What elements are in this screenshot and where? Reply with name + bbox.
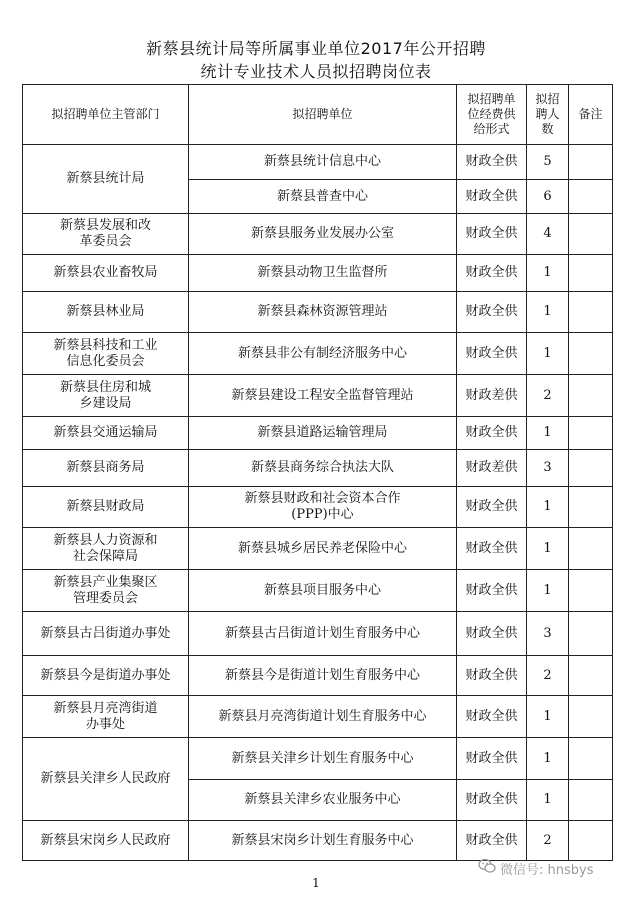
cell-count: 1 bbox=[527, 780, 569, 821]
cell-funding: 财政全供 bbox=[457, 696, 527, 738]
page-number: 1 bbox=[312, 876, 320, 890]
cell-funding: 财政全供 bbox=[457, 656, 527, 696]
cell-count: 1 bbox=[527, 696, 569, 738]
cell-count: 1 bbox=[527, 570, 569, 612]
cell-notes bbox=[569, 145, 613, 180]
table-row bbox=[23, 528, 613, 570]
cell-unit-line: (PPP)中心 bbox=[291, 507, 354, 522]
cell-funding: 财政全供 bbox=[457, 292, 527, 333]
cell-count: 1 bbox=[527, 487, 569, 528]
cell-unit: 新蔡县项目服务中心 bbox=[189, 570, 457, 612]
header-notes: 备注 bbox=[569, 85, 613, 145]
header-funding bbox=[457, 85, 527, 145]
cell-count: 1 bbox=[527, 417, 569, 450]
cell-funding: 财政差供 bbox=[457, 450, 527, 487]
cell-unit: 新蔡县非公有制经济服务中心 bbox=[189, 333, 457, 375]
cell-funding: 财政全供 bbox=[457, 821, 527, 861]
cell-dept bbox=[23, 696, 189, 738]
cell-dept: 新蔡县商务局 bbox=[23, 450, 189, 487]
cell-funding: 财政全供 bbox=[457, 487, 527, 528]
cell-notes bbox=[569, 333, 613, 375]
cell-funding: 财政全供 bbox=[457, 738, 527, 780]
cell-unit: 新蔡县统计信息中心 bbox=[189, 145, 457, 180]
cell-dept-line: 新蔡县科技和工业 bbox=[53, 337, 158, 353]
cell-dept-line: 新蔡县产业集聚区 bbox=[53, 574, 158, 590]
cell-notes bbox=[569, 738, 613, 780]
cell-dept-line: 新蔡县发展和改 bbox=[59, 218, 151, 233]
watermark-text: 微信号: hnsbys bbox=[500, 862, 594, 878]
cell-notes bbox=[569, 528, 613, 570]
cell-unit bbox=[189, 487, 457, 528]
cell-unit: 新蔡县宋岗乡计划生育服务中心 bbox=[189, 821, 457, 861]
table-header-row bbox=[23, 85, 613, 145]
cell-notes bbox=[569, 214, 613, 255]
cell-count: 3 bbox=[527, 450, 569, 487]
cell-count: 1 bbox=[527, 292, 569, 333]
cell-notes bbox=[569, 180, 613, 214]
cell-unit: 新蔡县建设工程安全监督管理站 bbox=[189, 375, 457, 417]
cell-dept-line: 乡建设局 bbox=[79, 395, 132, 411]
table-row bbox=[23, 656, 613, 696]
cell-funding: 财政全供 bbox=[457, 612, 527, 656]
cell-dept-line: 社会保障局 bbox=[72, 548, 138, 564]
cell-notes bbox=[569, 487, 613, 528]
cell-funding: 财政全供 bbox=[457, 180, 527, 214]
table-row bbox=[23, 738, 613, 780]
table-row bbox=[23, 821, 613, 861]
table-row bbox=[23, 612, 613, 656]
document-title-line-1: 新蔡县统计局等所属事业单位2017年公开招聘 bbox=[146, 39, 486, 58]
cell-funding: 财政全供 bbox=[457, 570, 527, 612]
cell-notes bbox=[569, 417, 613, 450]
cell-count: 1 bbox=[527, 738, 569, 780]
cell-notes bbox=[569, 450, 613, 487]
table-row bbox=[23, 145, 613, 180]
header-funding-line: 位经费供 bbox=[467, 107, 516, 121]
cell-dept: 新蔡县古吕街道办事处 bbox=[23, 612, 189, 656]
wechat-watermark bbox=[478, 858, 593, 878]
cell-dept bbox=[23, 375, 189, 417]
cell-unit: 新蔡县城乡居民养老保险中心 bbox=[189, 528, 457, 570]
document-title-line-2: 统计专业技术人员拟招聘岗位表 bbox=[200, 62, 432, 81]
table-row bbox=[23, 292, 613, 333]
cell-notes bbox=[569, 375, 613, 417]
cell-dept: 新蔡县关津乡人民政府 bbox=[23, 738, 189, 821]
cell-dept-line: 革委员会 bbox=[79, 234, 132, 249]
header-count-line: 拟招 bbox=[535, 92, 560, 106]
cell-unit: 新蔡县商务综合执法大队 bbox=[189, 450, 457, 487]
cell-dept-line: 管理委员会 bbox=[72, 590, 138, 606]
cell-count: 1 bbox=[527, 255, 569, 292]
cell-unit: 新蔡县普查中心 bbox=[189, 180, 457, 214]
header-funding-line: 给形式 bbox=[473, 122, 510, 136]
table-row bbox=[23, 570, 613, 612]
cell-funding: 财政全供 bbox=[457, 214, 527, 255]
table-row bbox=[23, 214, 613, 255]
cell-dept bbox=[23, 214, 189, 255]
cell-funding: 财政全供 bbox=[457, 528, 527, 570]
cell-dept-line: 信息化委员会 bbox=[66, 353, 145, 369]
cell-count: 2 bbox=[527, 656, 569, 696]
cell-notes bbox=[569, 656, 613, 696]
cell-unit: 新蔡县关津乡计划生育服务中心 bbox=[189, 738, 457, 780]
cell-dept bbox=[23, 333, 189, 375]
cell-unit: 新蔡县动物卫生监督所 bbox=[189, 255, 457, 292]
cell-count: 1 bbox=[527, 333, 569, 375]
table-row bbox=[23, 375, 613, 417]
cell-count: 2 bbox=[527, 375, 569, 417]
cell-notes bbox=[569, 570, 613, 612]
cell-dept: 新蔡县交通运输局 bbox=[23, 417, 189, 450]
cell-unit: 新蔡县古吕街道计划生育服务中心 bbox=[189, 612, 457, 656]
cell-unit: 新蔡县服务业发展办公室 bbox=[189, 214, 457, 255]
cell-dept-line: 新蔡县住房和城 bbox=[59, 379, 151, 395]
header-funding-line: 拟招聘单 bbox=[467, 92, 516, 106]
positions-table bbox=[22, 84, 613, 861]
cell-unit: 新蔡县月亮湾街道计划生育服务中心 bbox=[189, 696, 457, 738]
cell-dept: 新蔡县农业畜牧局 bbox=[23, 255, 189, 292]
wechat-icon bbox=[478, 858, 496, 878]
cell-dept: 新蔡县林业局 bbox=[23, 292, 189, 333]
cell-funding: 财政全供 bbox=[457, 333, 527, 375]
cell-count: 4 bbox=[527, 214, 569, 255]
cell-funding: 财政全供 bbox=[457, 145, 527, 180]
cell-funding: 财政全供 bbox=[457, 255, 527, 292]
cell-count: 5 bbox=[527, 145, 569, 180]
header-count bbox=[527, 85, 569, 145]
table-row bbox=[23, 450, 613, 487]
cell-dept-line: 办事处 bbox=[85, 716, 125, 732]
cell-dept: 新蔡县财政局 bbox=[23, 487, 189, 528]
cell-dept: 新蔡县今是街道办事处 bbox=[23, 656, 189, 696]
cell-dept bbox=[23, 570, 189, 612]
cell-unit: 新蔡县今是街道计划生育服务中心 bbox=[189, 656, 457, 696]
header-count-line: 聘人 bbox=[535, 107, 560, 121]
table-row bbox=[23, 417, 613, 450]
cell-dept: 新蔡县宋岗乡人民政府 bbox=[23, 821, 189, 861]
cell-funding: 财政差供 bbox=[457, 375, 527, 417]
cell-notes bbox=[569, 821, 613, 861]
table-row bbox=[23, 487, 613, 528]
cell-dept-line: 新蔡县人力资源和 bbox=[53, 532, 158, 548]
cell-notes bbox=[569, 780, 613, 821]
table-row bbox=[23, 255, 613, 292]
cell-funding: 财政全供 bbox=[457, 417, 527, 450]
header-dept: 拟招聘单位主管部门 bbox=[23, 85, 189, 145]
cell-unit: 新蔡县关津乡农业服务中心 bbox=[189, 780, 457, 821]
cell-notes bbox=[569, 612, 613, 656]
header-count-line: 数 bbox=[541, 122, 554, 136]
cell-notes bbox=[569, 292, 613, 333]
cell-unit-line: 新蔡县财政和社会资本合作 bbox=[244, 491, 401, 506]
cell-dept: 新蔡县统计局 bbox=[23, 145, 189, 214]
cell-unit: 新蔡县森林资源管理站 bbox=[189, 292, 457, 333]
cell-unit: 新蔡县道路运输管理局 bbox=[189, 417, 457, 450]
table-row bbox=[23, 696, 613, 738]
table-row bbox=[23, 333, 613, 375]
cell-dept-line: 新蔡县月亮湾街道 bbox=[53, 700, 158, 716]
cell-count: 1 bbox=[527, 528, 569, 570]
cell-count: 3 bbox=[527, 612, 569, 656]
header-unit: 拟招聘单位 bbox=[189, 85, 457, 145]
cell-dept bbox=[23, 528, 189, 570]
cell-count: 2 bbox=[527, 821, 569, 861]
cell-count: 6 bbox=[527, 180, 569, 214]
cell-notes bbox=[569, 255, 613, 292]
cell-notes bbox=[569, 696, 613, 738]
cell-funding: 财政全供 bbox=[457, 780, 527, 821]
